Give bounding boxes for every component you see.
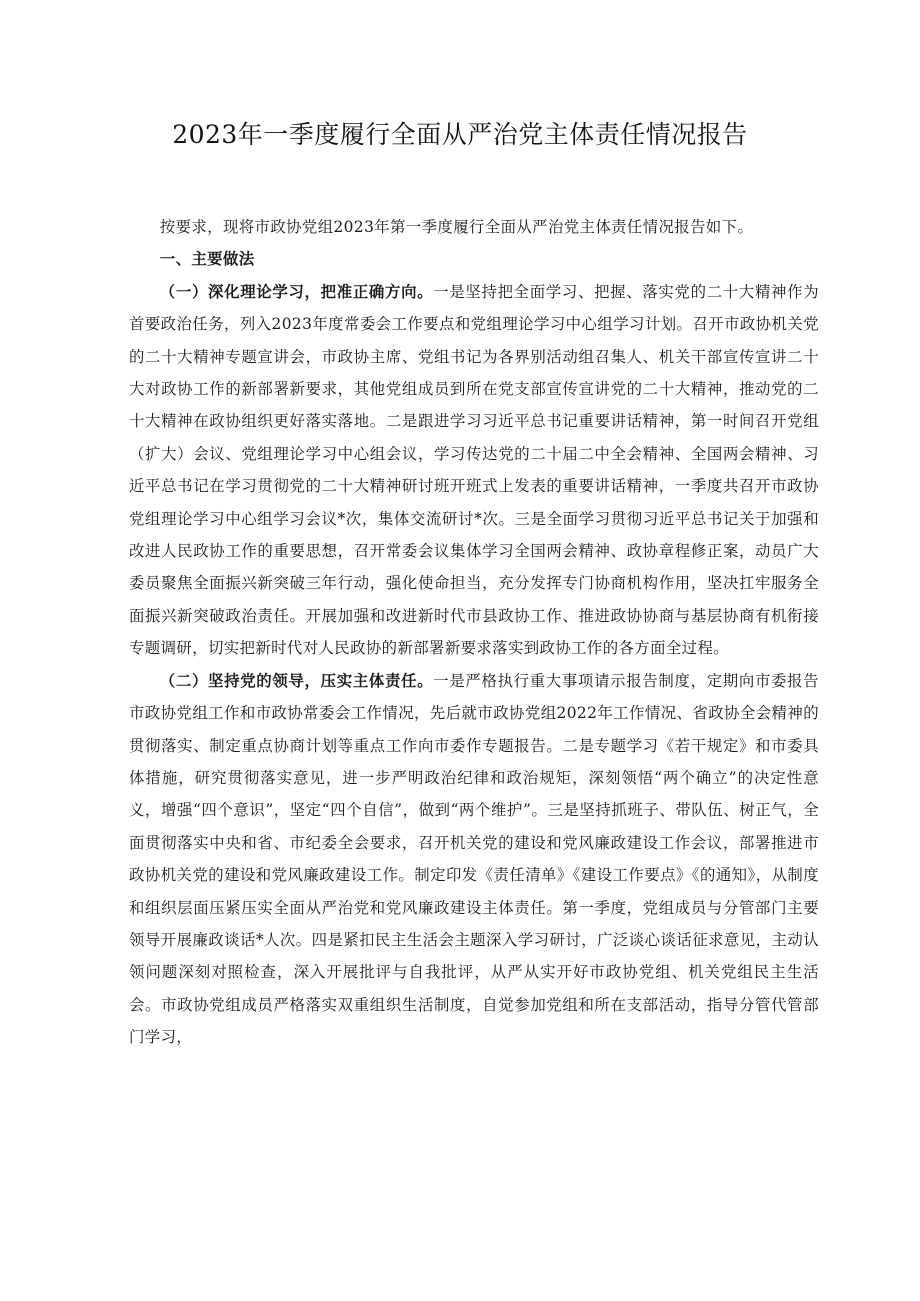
- document-title: 2023年一季度履行全面从严治党主体责任情况报告: [172, 120, 748, 149]
- item-1-heading: （一）深化理论学习，把准正确方向。: [159, 282, 434, 301]
- item-2-heading: （二）坚持党的领导，压实主体责任。: [159, 671, 434, 690]
- item-2-text: 一是严格执行重大事项请示报告制度，定期向市委报告市政协党组工作和市政协常委会工作情况，先后就市政协党组2022年工作情况、省政协全会精神的贯彻落实、制定重点协商计划等重点工作向市委作专题报告。二是专题学习《若干规定》和市委具体措施，研究贯彻落实意见，进一步严明政治纪律和政治规矩，深刻领悟“两个确立”的决定性意义，增强“四个意识”，坚定“四个自信”，做到“两个维护”。三是坚持抓班子、带队伍、树正气，全面贯彻落实中央和省、市纪委全会要求，召开机关党的建设和党风廉政建设工作会议，部署推进市政协机关党的建设和党风廉政建设工作。制定印发《责任清单》《建设工作要点》《的通知》，从制度和组织层面压紧压实全面从严治党和党风廉政建设主体责任。第一季度，党组成员与分管部门主要领导开展廉政谈话*人次。四是紧扣民主生活会主题深入学习研讨，广泛谈心谈话征求意见，主动认领问题深刻对照检查，深入开展批评与自我批评，从严从实开好市政协党组、机关党组民主生活会。市政协党组成员严格落实双重组织生活制度，自觉参加党组和所在支部活动，指导分管代管部门学习，: [129, 671, 819, 1047]
- section-heading: 一、主要做法: [159, 250, 255, 269]
- intro-paragraph: 按要求，现将市政协党组2023年第一季度履行全面从严治党主体责任情况报告如下。: [159, 218, 754, 236]
- item-1-text: 一是坚持把全面学习、把握、落实党的二十大精神作为首要政治任务，列入2023年度常委会工作要点和党组理论学习中心组学习计划。召开市政协机关党的二十大精神专题宣讲会，市政协主席、党组书记为各界别活动组召集人、机关干部宣传宣讲二十大对政协工作的新部署新要求，其他党组成员到所在党支部宣传宣讲党的二十大精神，推动党的二十大精神在政协组织更好落实落地。二是跟进学习习近平总书记重要讲话精神，第一时间召开党组（扩大）会议、党组理论学习中心组会议，学习传达党的二十届二中全会精神、全国两会精神、习近平总书记在学习贯彻党的二十大精神研讨班开班式上发表的重要讲话精神，一季度共召开市政协党组理论学习中心组学习会议*次，集体交流研讨*次。三是全面学习贯彻习近平总书记关于加强和改进人民政协工作的重要思想，召开常委会议集体学习全国两会精神、政协章程修正案，动员广大委员聚焦全面振兴新突破三年行动，强化使命担当，充分发挥专门协商机构作用，坚决扛牢服务全面振兴新突破政治责任。开展加强和改进新时代市县政协工作、推进政协协商与基层协商有机衔接专题调研，切实把新时代对人民政协的新部署新要求落实到政协工作的各方面全过程。: [129, 282, 819, 658]
- paragraph-item-2: [129, 665, 819, 1054]
- paragraph-item-1: [129, 276, 819, 665]
- document-body: [129, 211, 819, 1054]
